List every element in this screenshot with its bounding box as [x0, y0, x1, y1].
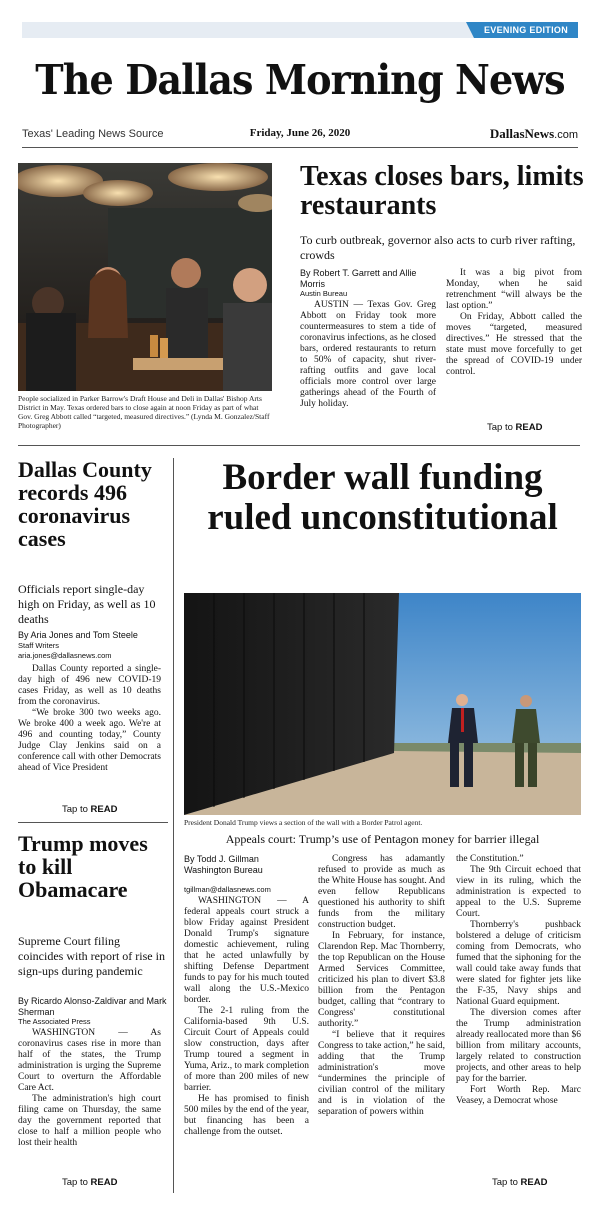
lead-column-2	[446, 268, 582, 378]
lead-headline[interactable]: Texas closes bars, limits restaurants	[300, 161, 584, 221]
wall-paragraph: Fort Worth Rep. Marc Veasey, a Democrat whose	[456, 1085, 581, 1106]
tap-label: Tap to	[492, 1177, 518, 1188]
wall-subhead: Appeals court: Trump’s use of Pentagon money for barrier illegal	[225, 832, 540, 846]
wall-paragraph: WASHINGTON — A federal appeals court struck a blow Friday against President Donald Trump's signature domestic achievement, ruling that he acted unlawfully by shifting Defense Department funds to pay for his much touted wall along the U.S.-Mexico border.	[184, 896, 309, 1005]
lead-byline-org: Austin Bureau	[300, 289, 348, 298]
wall-column-3	[456, 854, 581, 1107]
county-byline-org: Staff Writers	[18, 640, 59, 650]
wall-column-1	[184, 896, 309, 1138]
lead-byline-names: By Robert T. Garrett and Allie Morris	[300, 268, 417, 289]
wall-paragraph: Congress has adamantly refused to provide as much as the White House has sought. And even fellow Republicans questioned his authority to shift funds from the military construction budget.	[318, 854, 446, 930]
lead-byline	[300, 268, 430, 300]
site-logo[interactable]	[490, 126, 578, 142]
tap-label: Tap to	[62, 1177, 88, 1188]
lead-paragraph: On Friday, Abbott called the moves “targeted, measured directives.” He stressed that the state must move forcefully to get the spread of COVID-19 under control.	[446, 312, 582, 377]
lead-read-link[interactable]	[487, 422, 542, 433]
section-divider	[18, 822, 168, 823]
wall-paragraph: In February, for instance, Clarendon Rep. Mac Thornberry, the top Republican on the House Armed Services Committee, criticized his plan to divert $3.8 billion from the Pentagon budget, calling that “contrary to Congress' constitutional authority.”	[318, 931, 445, 1029]
lead-deck: To curb outbreak, governor also acts to curb river rafting, crowds	[300, 233, 576, 262]
county-byline-names: By Aria Jones and Tom Steele	[18, 630, 138, 640]
wall-paragraph: “I believe that it requires Congress to take action,” he said, adding that the Trump administration's move “undermines the principle of civilian control of the military and is in violation of the separation of powers within	[318, 1030, 445, 1117]
tagline: Texas' Leading News Source	[22, 128, 164, 140]
obamacare-byline-names: By Ricardo Alonso-Zaldivar and Mark Sherman	[18, 996, 167, 1017]
header-subline	[22, 124, 578, 148]
edition-badge: EVENING EDITION	[474, 22, 578, 38]
wall-paragraph: The diversion comes after the Trump administration already reallocated more than $6 billion from military accounts, largely related to construction projects, and other areas to help pay for the barrier.	[456, 1008, 581, 1084]
bar-photo-caption: People socialized in Parker Barrow's Draft House and Deli in Dallas' Bishop Arts District in May. Texas ordered bars to close again at noon Friday as part of what Gov. Greg Abbott called “targeted, measured directives.” (Lynda M. Gonzalez/Staff Photographer)	[18, 394, 270, 430]
bar-patrons-photo[interactable]	[18, 163, 272, 391]
wall-paragraph: He has promised to finish 500 miles by the end of the year, but financing has been a challenge from the outset.	[184, 1094, 309, 1137]
lead-paragraph: AUSTIN — Texas Gov. Greg Abbott on Friday took more countermeasures to stem a tide of coronavirus infections, as he closed bars, ordered restaurants to return to 50% of capacity, shut river-rafting outfits and gave local officials more control over large gatherings ahead of the Fourth of July holiday.	[300, 300, 436, 409]
section-divider	[18, 445, 580, 446]
obamacare-headline[interactable]: Trump moves to kill Obamacare	[18, 831, 148, 902]
wall-headline[interactable]: Border wall funding ruled unconstitutional	[207, 457, 558, 538]
obamacare-byline-org: The Associated Press	[18, 1017, 91, 1026]
wall-byline-email[interactable]: tgillman@dallasnews.com	[184, 885, 271, 894]
tap-label: Tap to	[487, 422, 513, 433]
wall-paragraph: Thornberry's pushback bolstered a deluge of criticism coming from Democrats, who fumed that the siphoning for the wall could take away funds that were slated for fighter jets like the F-35, Navy ships and National Guard equipment.	[456, 920, 581, 1007]
wall-paragraph: the Constitution.”	[456, 854, 524, 864]
tap-label: Tap to	[62, 804, 88, 815]
read-label: READ	[90, 804, 118, 815]
obamacare-byline	[18, 996, 168, 1028]
county-paragraph: Dallas County reported a single-day high of 496 new COVID-19 cases Friday, as well as 10 deaths from the coronavirus.	[18, 664, 161, 707]
wall-column-2	[318, 854, 445, 1118]
county-paragraph: “We broke 300 two weeks ago. We broke 400 a week ago. We're at 496 and counting today,” County Judge Clay Jenkins said on a conference call with other Democrats ahead of Vice President	[18, 708, 161, 773]
obamacare-read-link[interactable]	[62, 1177, 117, 1188]
obamacare-deck: Supreme Court filing coincides with report of rise in sign-ups during pandemic	[18, 934, 165, 978]
wall-byline-names: By Todd J. Gillman	[184, 854, 259, 864]
wall-byline-org: Washington Bureau	[184, 864, 263, 875]
county-read-link[interactable]	[62, 804, 117, 815]
wall-read-link[interactable]	[492, 1177, 547, 1188]
wall-byline	[184, 854, 309, 896]
obamacare-paragraph: WASHINGTON — As coronavirus cases rise in more than half of the states, the Trump administration is urging the Supreme Court to overturn the Affordable Care Act.	[18, 1028, 161, 1093]
county-body	[18, 664, 161, 774]
masthead: The Dallas Morning News	[35, 56, 565, 104]
lead-paragraph: It was a big pivot from Monday, when he said retrenchment “will always be the last option.”	[446, 268, 582, 311]
wall-paragraph: The 2-1 ruling from the California-based 9th U.S. Circuit Court of Appeals could slow construction, days after Trump toured a segment in Yuma, Ariz., to mark completion of more than 200 miles of new barrier.	[184, 1006, 309, 1093]
border-wall-photo[interactable]	[184, 593, 581, 815]
county-byline-email[interactable]: aria.jones@dallasnews.com	[18, 651, 112, 660]
column-divider	[173, 458, 174, 1193]
wall-paragraph: The 9th Circuit echoed that view in its ruling, which the administration is expected to appeal to the U.S. Supreme Court.	[456, 865, 581, 919]
read-label: READ	[515, 422, 543, 433]
obamacare-body	[18, 1028, 161, 1149]
site-logo-suffix: .com	[554, 129, 578, 141]
lead-column-1	[300, 300, 436, 410]
site-logo-main: DallasNews	[489, 126, 555, 141]
read-label: READ	[90, 1177, 118, 1188]
issue-date: Friday, June 26, 2020	[249, 127, 351, 139]
wall-photo-caption: President Donald Trump views a section of the wall with a Border Patrol agent.	[184, 818, 423, 827]
read-label: READ	[520, 1177, 548, 1188]
county-headline[interactable]: Dallas County records 496 coronavirus cases	[18, 457, 152, 551]
obamacare-paragraph: The administration's high court filing came on Thursday, the same day the government reported that close to half a million people who lost their health	[18, 1094, 161, 1148]
county-deck: Officials report single-day high on Friday, as well as 10 deaths	[18, 582, 156, 626]
county-byline	[18, 630, 168, 662]
